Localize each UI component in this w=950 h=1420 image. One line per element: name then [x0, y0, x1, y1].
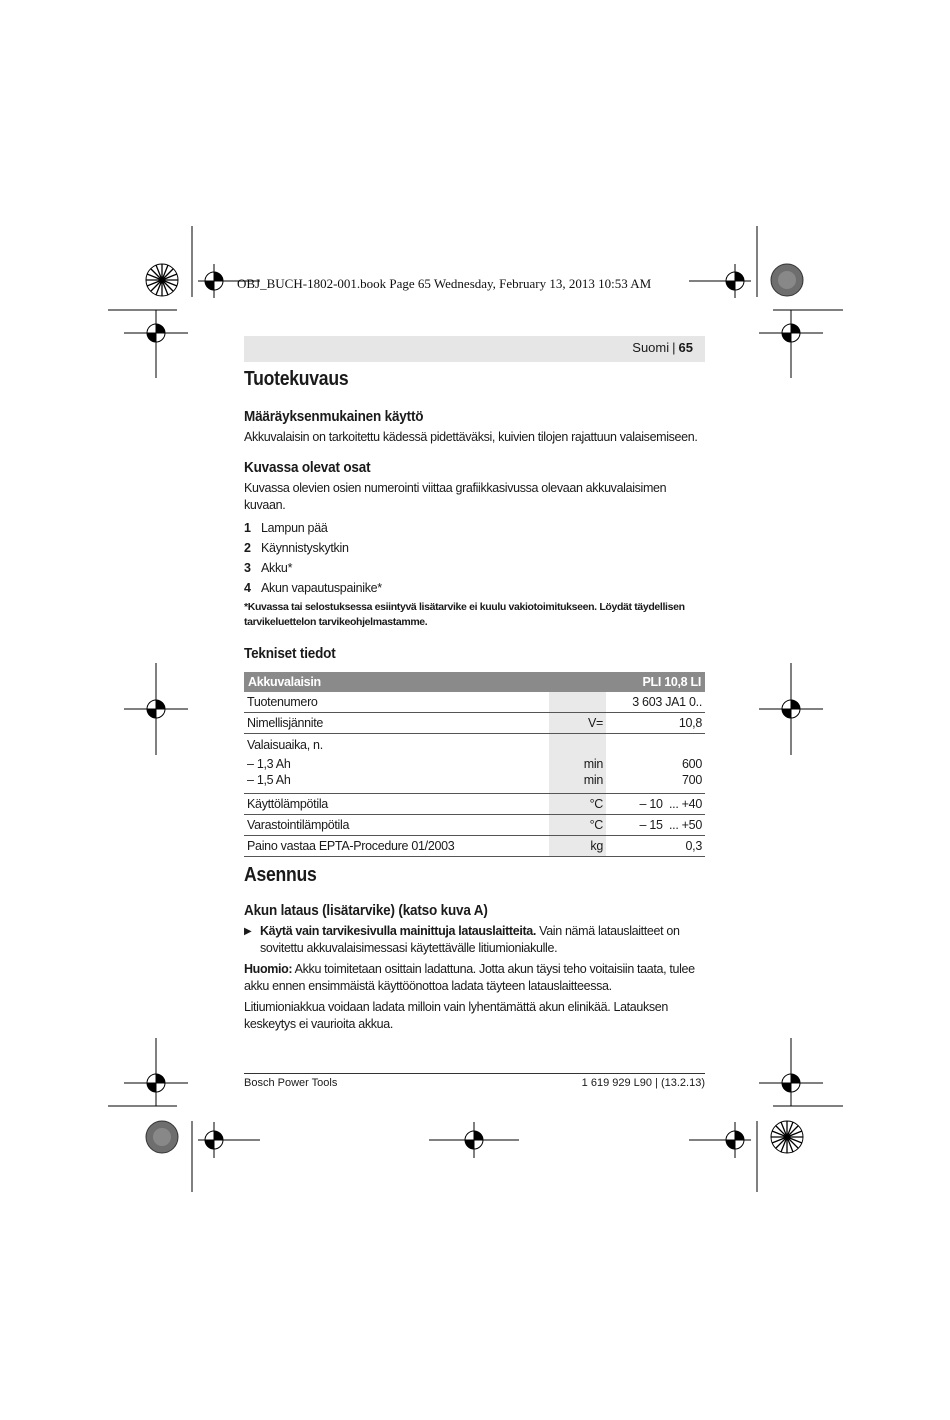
grey-target-bl — [146, 1121, 178, 1153]
footer-rule — [244, 1073, 705, 1074]
liion-paragraph: Litiumioniakkua voidaan ladata milloin vain lyhentämättä akun elinikää. Latauksen keskeytys ei vaurioita akkua. — [244, 999, 669, 1031]
table-row: Nimellisjännite V= 10,8 — [244, 712, 705, 733]
accessory-note: *Kuvassa tai selostuksessa esiintyvä lisätarvike ei kuulu vakiotoimitukseen. Löydät täydellisen tarvikeluettelon tarvikeohjelmastamme. — [244, 600, 685, 628]
components-text: Kuvassa olevien osien numerointi viittaa grafiikkasivussa olevaan akkuvalaisimen kuvaan. — [244, 480, 667, 512]
heading-intended-use: Määräyksenmukainen käyttö — [244, 408, 424, 425]
footer-doc-number: 1 619 929 L90 | (13.2.13) — [581, 1077, 705, 1089]
heading-components: Kuvassa olevat osat — [244, 458, 371, 476]
star-target-br — [771, 1121, 803, 1153]
table-row: Varastointilämpötila °C – 15 ... +50 — [244, 814, 705, 835]
footer-brand: Bosch Power Tools — [244, 1077, 338, 1089]
table-header-model: PLI 10,8 LI — [606, 672, 705, 692]
slug-line: OBJ_BUCH-1802-001.book Page 65 Wednesday, February 13, 2013 10:53 AM — [237, 276, 652, 291]
section-title-assembly: Asennus — [244, 863, 317, 886]
note-text: Akku toimitetaan osittain ladattuna. Jotta akun täysi teho voitaisiin taata, tulee akku ennen ensimmäistä käyttöönottoa ladata täyteen latauslaitteessa. — [244, 961, 695, 993]
charging-bullet-text: Vain nämä latauslaitteet on sovitettu akkuvalaisimessasi käytettävälle litiumioniakulle. — [260, 923, 680, 955]
table-row: Käyttölämpötila °C – 10 ... +40 — [244, 793, 705, 814]
table-row: Valaisuaika, n. — [244, 733, 705, 756]
heading-charging: Akun lataus (lisätarvike) (katso kuva A) — [244, 901, 488, 919]
triangle-bullet-icon: ▶ — [244, 925, 252, 937]
table-row: – 1,3 Ah min 600 — [247, 757, 702, 771]
component-item: 4 Akun vapautuspainike* — [244, 580, 382, 595]
charging-bullet — [244, 923, 705, 958]
main-content — [244, 368, 705, 1034]
header-language: Suomi — [632, 340, 670, 355]
grey-target-tr — [771, 264, 803, 296]
page-header-bar — [244, 336, 705, 362]
table-row: – 1,5 Ah min 700 — [244, 773, 705, 794]
page-header: Suomi | 65 — [632, 340, 693, 355]
table-row: Paino vastaa EPTA-Procedure 01/2003 kg 0,3 — [244, 835, 705, 856]
intended-use-text: Akkuvalaisin on tarkoitettu kädessä pidettäväksi, kuivien tilojen rajattuun valaisemiseen. — [244, 430, 698, 444]
star-target-tl — [146, 264, 178, 296]
table-row: Tuotenumero 3 603 JA1 0.. — [244, 692, 705, 713]
page-number: 65 — [678, 340, 693, 355]
table-header-row — [244, 672, 705, 692]
charging-bullet-bold: Käytä vain tarvikesivulla mainittuja latauslaitteita. — [260, 923, 537, 938]
components-list — [244, 518, 705, 598]
component-item: 1 Lampun pää — [244, 520, 328, 535]
note-paragraph — [244, 961, 705, 996]
table-header-label: Akkuvalaisin — [244, 672, 549, 692]
component-item: 3 Akku* — [244, 560, 293, 575]
heading-technical-data: Tekniset tiedot — [244, 644, 336, 662]
section-title-product: Tuotekuvaus — [244, 368, 349, 390]
note-label: Huomio: — [244, 961, 293, 976]
technical-data-table — [244, 672, 705, 857]
component-item: 2 Käynnistyskytkin — [244, 540, 349, 555]
